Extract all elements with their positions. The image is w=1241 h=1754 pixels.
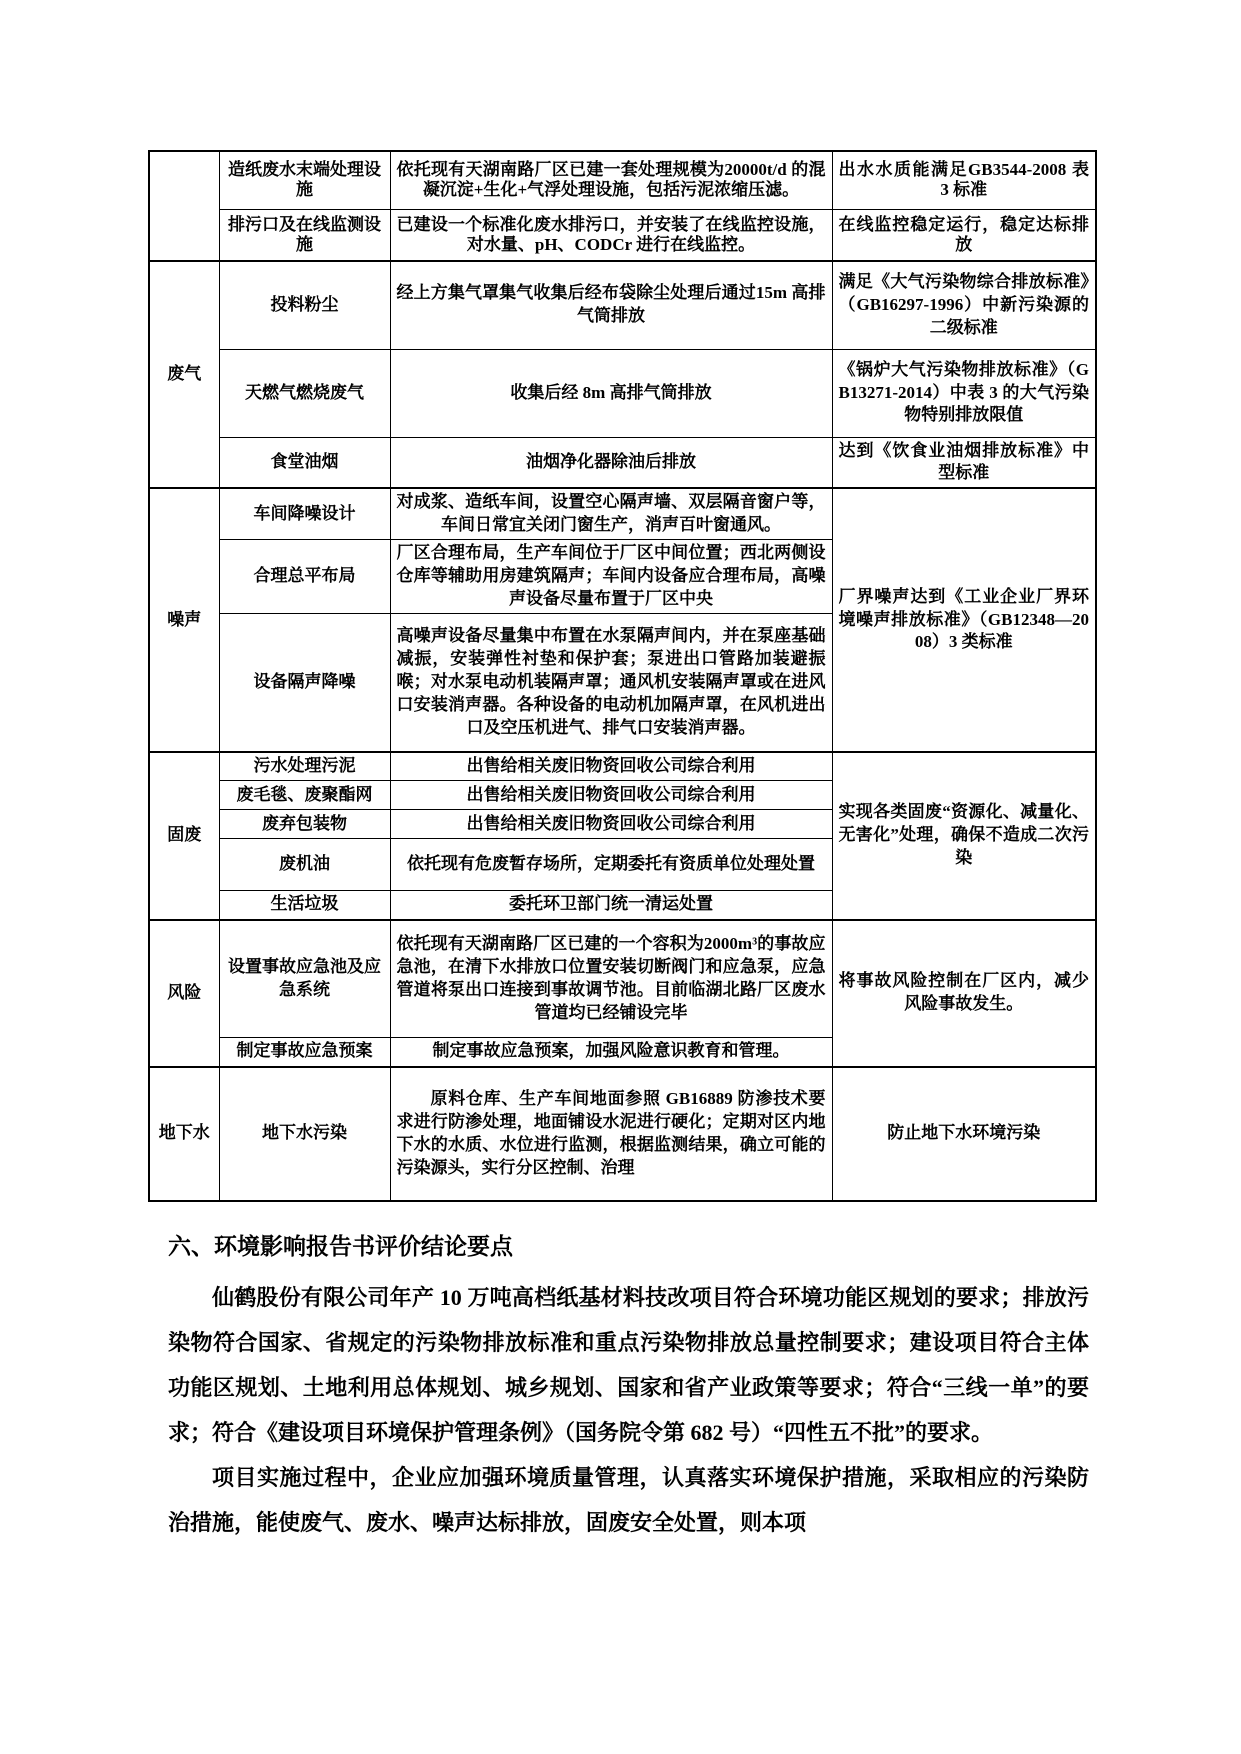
measure-cell: 排污口及在线监测设施 [219, 209, 390, 261]
description-cell: 油烟净化器除油后排放 [390, 437, 832, 488]
measure-cell: 食堂油烟 [219, 437, 390, 488]
table-row [149, 437, 1096, 488]
outcome-cell-merged: 厂界噪声达到《工业企业厂界环境噪声排放标准》（GB12348—2008）3 类标准 [832, 488, 1096, 751]
description-cell: 依托现有天湖南路厂区已建一套处理规模为20000t/d 的混凝沉淀+生化+气浮处理设施，包括污泥浓缩压滤。 [390, 151, 832, 209]
outcome-cell: 达到《饮食业油烟排放标准》中型标准 [832, 437, 1096, 488]
table-row [149, 920, 1096, 1038]
body-paragraph: 仙鹤股份有限公司年产 10 万吨高档纸基材料技改项目符合环境功能区规划的要求；排放污染物符合国家、省规定的污染物排放标准和重点污染物排放总量控制要求；建设项目符合主体功能区规划、土地利用总体规划、城乡规划、国家和省产业政策等要求；符合“三线一单”的要求；符合《建设项目环境保护管理条例》（国务院令第 682 号）“四性五不批”的要求。 [168, 1284, 1089, 1445]
outcome-cell: 《锅炉大气污染物排放标准》（GB13271-2014）中表 3 的大气污染物特别排放限值 [832, 349, 1096, 437]
description-cell: 出售给相关废旧物资回收公司综合利用 [390, 810, 832, 839]
category-cell-empty [149, 151, 219, 261]
category-cell-groundwater: 地下水 [149, 1067, 219, 1201]
outcome-cell-merged: 实现各类固废“资源化、减量化、无害化”处理，确保不造成二次污染 [832, 752, 1096, 920]
category-cell-noise: 噪声 [149, 488, 219, 751]
measure-cell: 设备隔声降噪 [219, 614, 390, 752]
body-paragraph: 项目实施过程中，企业应加强环境质量管理，认真落实环境保护措施，采取相应的污染防治措施，能使废气、废水、噪声达标排放，固废安全处置，则本项 [168, 1464, 1089, 1536]
description-cell: 依托现有天湖南路厂区已建的一个容积为2000m³的事故应急池，在清下水排放口位置安装切断阀门和应急泵，应急管道将泵出口连接到事故调节池。目前临湖北路厂区废水管道均已经铺设完毕 [390, 920, 832, 1038]
section-heading: 六、环境影响报告书评价结论要点 [168, 1233, 513, 1259]
measure-cell: 造纸废水末端处理设施 [219, 151, 390, 209]
measure-cell: 生活垃圾 [219, 891, 390, 920]
description-cell: 已建设一个标准化废水排污口，并安装了在线监控设施，对水量、pH、CODCr 进行在线监控。 [390, 209, 832, 261]
table-row [149, 349, 1096, 437]
description-cell: 出售给相关废旧物资回收公司综合利用 [390, 752, 832, 781]
description-cell: 委托环卫部门统一清运处置 [390, 891, 832, 920]
description-cell: 高噪声设备尽量集中布置在水泵隔声间内，并在泵座基础减振，安装弹性衬垫和保护套；泵进出口管路加装避振喉；对水泵电动机装隔声罩；通风机安装隔声罩或在进风口安装消声器。各种设备的电动机加隔声罩，在风机进出口及空压机进气、排气口安装消声器。 [390, 614, 832, 752]
measure-cell: 废机油 [219, 839, 390, 891]
category-cell-risk: 风险 [149, 920, 219, 1067]
measure-cell: 废弃包装物 [219, 810, 390, 839]
measure-cell: 天燃气燃烧废气 [219, 349, 390, 437]
table-row [149, 151, 1096, 209]
description-cell: 依托现有危废暂存场所，定期委托有资质单位处理处置 [390, 839, 832, 891]
description-cell: 对成浆、造纸车间，设置空心隔声墙、双层隔音窗户等，车间日常宜关闭门窗生产，消声百叶窗通风。 [390, 488, 832, 539]
conclusion-section [148, 1228, 1095, 1546]
description-cell: 厂区合理布局，生产车间位于厂区中间位置；西北两侧设仓库等辅助用房建筑隔声；车间内设备应合理布局，高噪声设备尽量布置于厂区中央 [390, 540, 832, 614]
measure-cell: 地下水污染 [219, 1067, 390, 1201]
description-cell: 经上方集气罩集气收集后经布袋除尘处理后通过15m 高排气筒排放 [390, 261, 832, 349]
description-cell: 原料仓库、生产车间地面参照 GB16889 防渗技术要求进行防渗处理，地面铺设水泥进行硬化；定期对区内地下水的水质、水位进行监测，根据监测结果，确立可能的污染源头，实行分区控制、治理 [390, 1067, 832, 1201]
description-cell: 制定事故应急预案，加强风险意识教育和管理。 [390, 1038, 832, 1067]
outcome-cell: 在线监控稳定运行，稳定达标排放 [832, 209, 1096, 261]
description-cell: 出售给相关废旧物资回收公司综合利用 [390, 781, 832, 810]
measure-cell: 污水处理污泥 [219, 752, 390, 781]
table-row [149, 209, 1096, 261]
measure-cell: 合理总平布局 [219, 540, 390, 614]
category-cell-waste-gas: 废气 [149, 261, 219, 488]
measure-cell: 制定事故应急预案 [219, 1038, 390, 1067]
table-row [149, 488, 1096, 539]
table-row [149, 1067, 1096, 1201]
table-row [149, 261, 1096, 349]
outcome-cell-merged: 将事故风险控制在厂区内，减少风险事故发生。 [832, 920, 1096, 1067]
measure-cell: 车间降噪设计 [219, 488, 390, 539]
table-row [149, 752, 1096, 781]
description-cell: 收集后经 8m 高排气筒排放 [390, 349, 832, 437]
category-cell-solid-waste: 固废 [149, 752, 219, 920]
outcome-cell: 防止地下水环境污染 [832, 1067, 1096, 1201]
outcome-cell: 出水水质能满足GB3544-2008 表 3 标准 [832, 151, 1096, 209]
measure-cell: 投料粉尘 [219, 261, 390, 349]
measure-cell: 废毛毯、废聚酯网 [219, 781, 390, 810]
measure-cell: 设置事故应急池及应急系统 [219, 920, 390, 1038]
env-measures-table [148, 150, 1097, 1202]
outcome-cell: 满足《大气污染物综合排放标准》（GB16297-1996）中新污染源的二级标准 [832, 261, 1096, 349]
